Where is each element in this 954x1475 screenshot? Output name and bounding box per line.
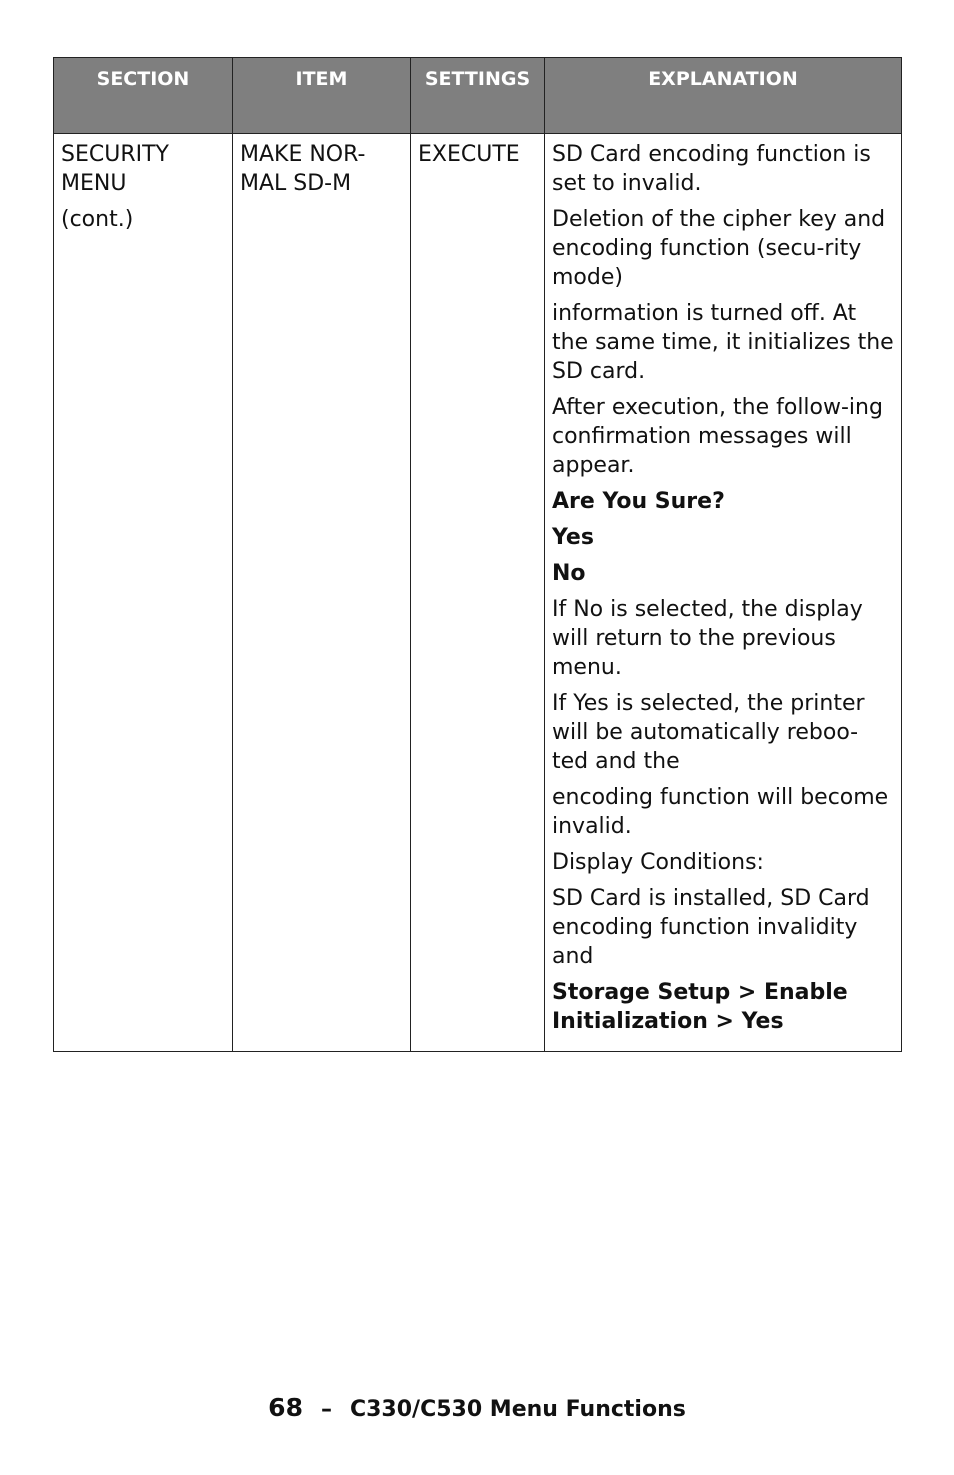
explanation-paragraph: Yes — [552, 525, 594, 550]
explanation-cell — [545, 134, 902, 1052]
explanation-paragraph: If No is selected, the display will return to the previous menu. — [552, 597, 863, 680]
header-item: ITEM — [233, 58, 411, 134]
setting-value: EXECUTE — [418, 142, 520, 167]
explanation-paragraph: Deletion of the cipher key and encoding function (secu-rity mode) — [552, 207, 886, 290]
explanation-paragraph: Display Conditions: — [552, 850, 764, 875]
header-explanation: EXPLANATION — [545, 58, 902, 134]
page-footer — [0, 1393, 954, 1422]
item-name: MAKE NOR-MAL SD-M — [240, 142, 366, 196]
footer-separator: – — [320, 1397, 332, 1422]
section-cont: (cont.) — [61, 207, 134, 232]
setting-cell — [411, 134, 545, 1052]
explanation-paragraph: If Yes is selected, the printer will be automatically reboo-ted and the — [552, 691, 865, 774]
item-cell — [233, 134, 411, 1052]
table-header-row — [54, 58, 902, 134]
section-name: SECURITY MENU — [61, 142, 169, 196]
menu-functions-table — [53, 57, 902, 1052]
page-number: 68 — [268, 1393, 303, 1422]
explanation-paragraph: encoding function will become invalid. — [552, 785, 889, 839]
explanation-paragraph: information is turned off. At the same time, it initializes the SD card. — [552, 301, 894, 384]
header-settings: SETTINGS — [411, 58, 545, 134]
explanation-paragraph: No — [552, 561, 586, 586]
explanation-paragraph: SD Card is installed, SD Card encoding function invalidity and — [552, 886, 870, 969]
explanation-paragraph: Storage Setup > Enable Initialization > Yes — [552, 980, 848, 1034]
explanation-paragraph: After execution, the follow-ing confirmation messages will appear. — [552, 395, 883, 478]
header-section: SECTION — [54, 58, 233, 134]
explanation-paragraph: Are You Sure? — [552, 489, 725, 514]
explanation-paragraph: SD Card encoding function is set to invalid. — [552, 142, 871, 196]
footer-title: C330/C530 Menu Functions — [349, 1397, 686, 1422]
table-row — [54, 134, 902, 1052]
section-cell — [54, 134, 233, 1052]
